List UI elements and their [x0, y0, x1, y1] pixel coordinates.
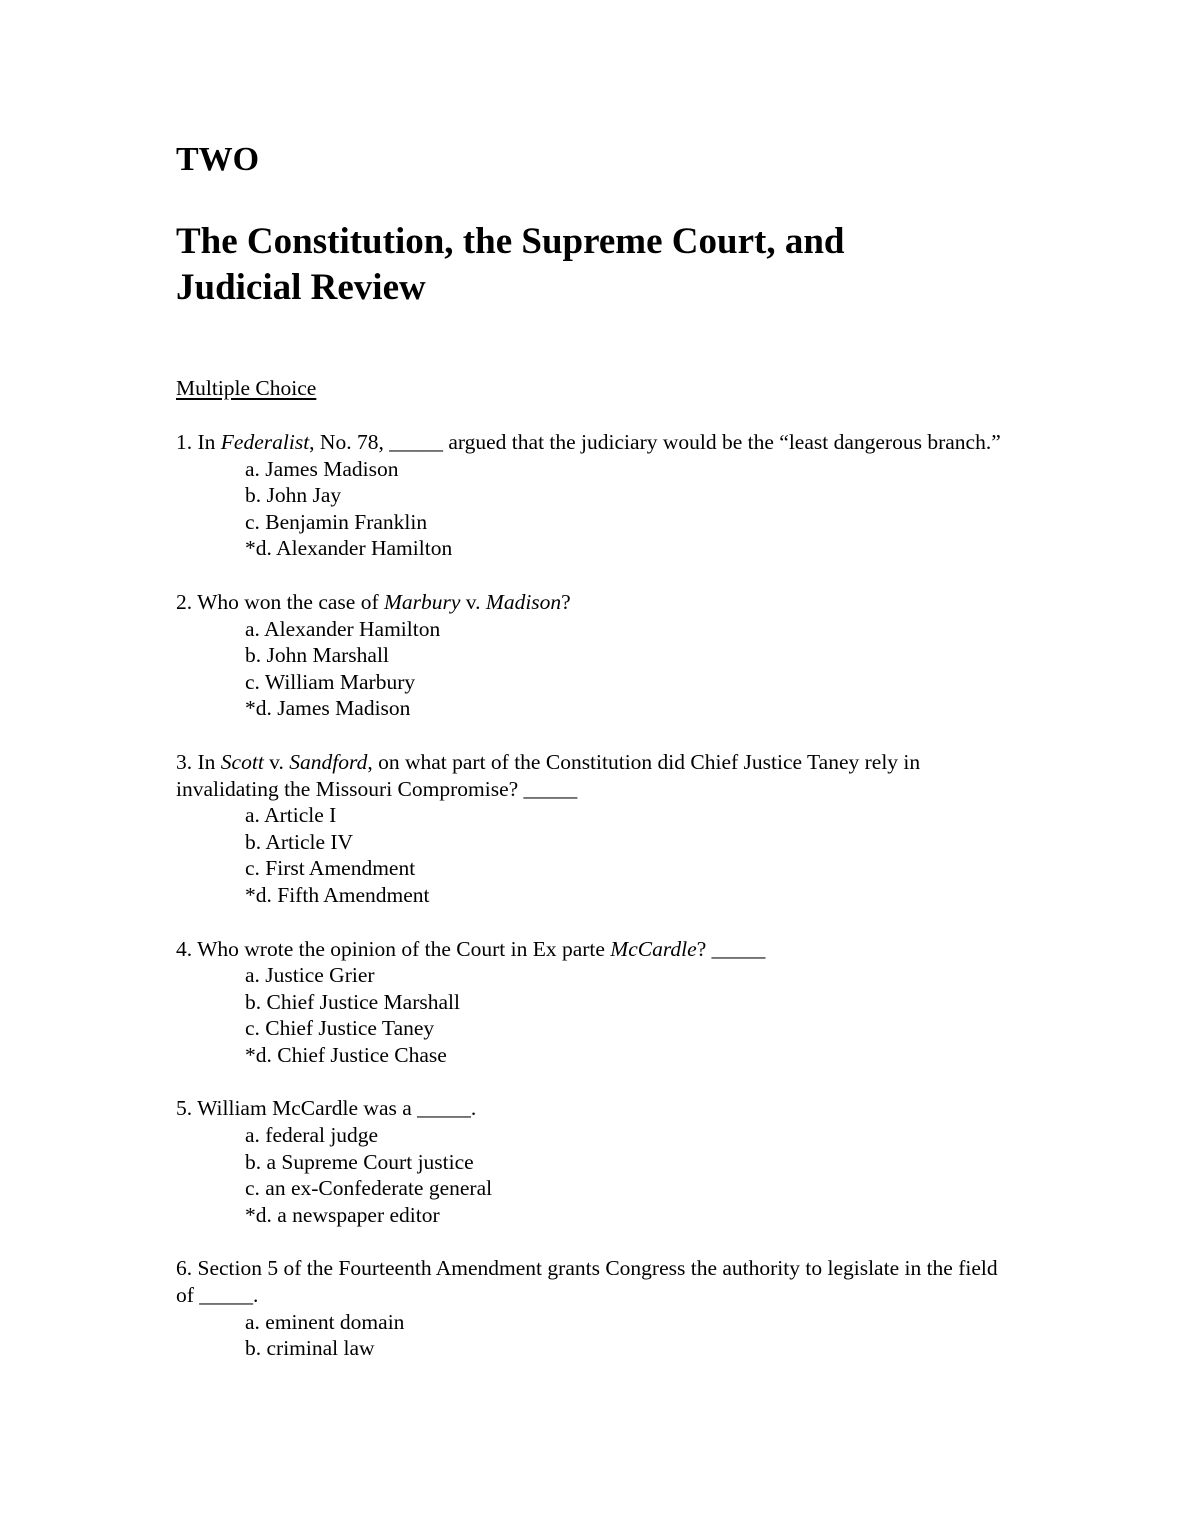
answer-options	[176, 1122, 1006, 1228]
question-text	[176, 936, 1006, 963]
question-text	[176, 1095, 1006, 1122]
answer-option: a. Article I	[245, 803, 337, 828]
chapter-title-line-1: The Constitution, the Supreme Court, and	[176, 221, 845, 262]
section-heading: Multiple Choice	[176, 376, 317, 400]
question-text-run: 2. Who won the case of	[176, 589, 384, 614]
answer-option: b. criminal law	[245, 1336, 375, 1361]
question-text-run: 5. William McCardle was a _____.	[176, 1096, 477, 1121]
question-text	[176, 749, 1006, 802]
question-text-run: 1. In	[176, 430, 221, 454]
question	[176, 936, 1006, 1069]
answer-option: *d. Chief Justice Chase	[245, 1042, 447, 1067]
question-text-italic: Marbury	[383, 589, 461, 614]
question-text-run: v.	[460, 589, 486, 614]
question-text	[176, 1255, 1006, 1308]
answer-option: c. Chief Justice Taney	[245, 1016, 435, 1041]
answer-option: b. Chief Justice Marshall	[245, 989, 460, 1014]
chapter-number: TWO	[176, 141, 260, 178]
answer-option: a. eminent domain	[245, 1309, 405, 1334]
answer-options	[176, 962, 1006, 1068]
question-text	[176, 589, 1006, 616]
question-text-run: , No. 78, _____ argued that the judiciary would be the “least dangerous branch.”	[309, 430, 1001, 454]
answer-option: *d. James Madison	[245, 696, 411, 721]
question-text-run: ? _____	[696, 936, 766, 961]
answer-option: c. First Amendment	[245, 856, 416, 881]
answer-option: *d. Fifth Amendment	[245, 882, 430, 907]
question-text-italic: Sandford	[289, 749, 368, 774]
answer-option: a. Alexander Hamilton	[245, 616, 441, 641]
question-text-italic: Madison	[485, 589, 562, 614]
answer-option: b. John Jay	[245, 483, 342, 508]
answer-option: b. Article IV	[245, 829, 354, 854]
question-text-run: , on what part of the Constitution did Chief Justice Taney rely in invalidating the Missouri Compromise? _____	[176, 749, 921, 801]
question-text-run: v.	[263, 749, 290, 774]
answer-options	[176, 802, 1006, 908]
answer-option: c. an ex-Confederate general	[245, 1176, 493, 1201]
page-content	[176, 140, 1006, 1362]
question-text-run: 4. Who wrote the opinion of the Court in Ex parte	[176, 936, 611, 961]
question	[176, 589, 1006, 722]
answer-options	[176, 1309, 1006, 1362]
answer-option: c. Benjamin Franklin	[245, 509, 428, 534]
answer-option: *d. Alexander Hamilton	[245, 536, 453, 561]
question-text-run: ?	[561, 589, 571, 614]
question-text	[176, 429, 1006, 456]
answer-options	[176, 616, 1006, 722]
question-text-italic: Scott	[220, 749, 264, 774]
question	[176, 749, 1006, 909]
answer-option: a. federal judge	[245, 1123, 379, 1148]
question-text-italic: McCardle	[610, 936, 697, 961]
answer-option: a. James Madison	[245, 456, 399, 481]
answer-options	[176, 456, 1006, 562]
answer-option: c. William Marbury	[245, 669, 416, 694]
question	[176, 1255, 1006, 1361]
answer-option: *d. a newspaper editor	[245, 1202, 440, 1227]
answer-option: b. a Supreme Court justice	[245, 1149, 474, 1174]
question-text-run: 3. In	[176, 749, 221, 774]
chapter-title	[176, 219, 1006, 311]
answer-option: a. Justice Grier	[245, 963, 375, 988]
question	[176, 1095, 1006, 1228]
answer-option: b. John Marshall	[245, 643, 389, 668]
question	[176, 429, 1006, 562]
question-text-run: 6. Section 5 of the Fourteenth Amendment grants Congress the authority to legislate in the field of _____.	[176, 1256, 998, 1308]
question-text-italic: Federalist	[220, 430, 310, 454]
chapter-title-line-2: Judicial Review	[176, 267, 426, 308]
